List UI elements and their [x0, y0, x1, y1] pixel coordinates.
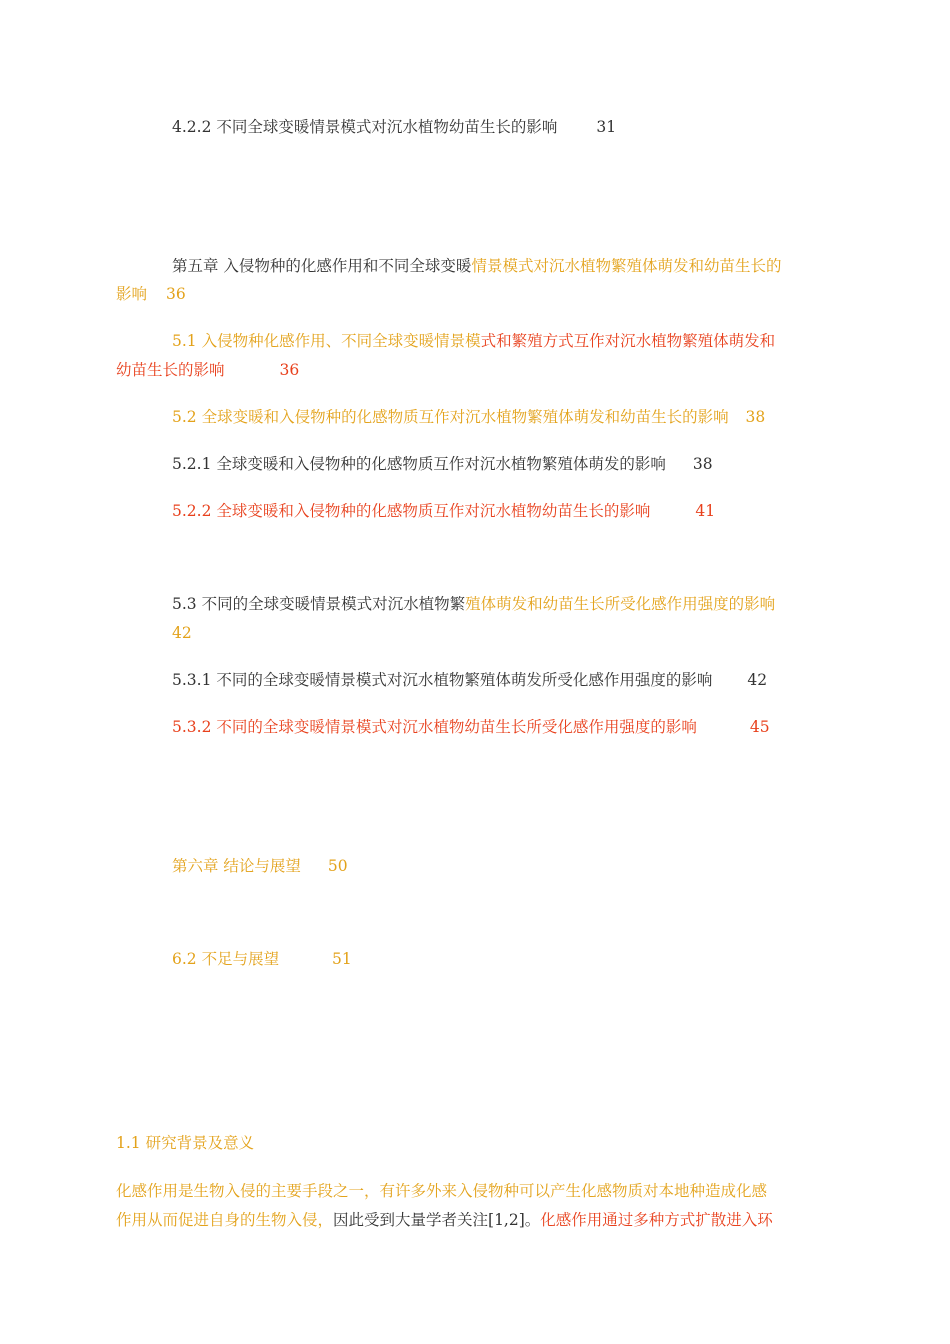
toc-entry-chapter-6[interactable]	[172, 856, 348, 876]
toc-entry-5-2[interactable]	[172, 407, 765, 427]
toc-entry-5-3-1[interactable]	[172, 670, 767, 690]
toc-title: 不足与展望	[201, 950, 280, 968]
toc-title-part: 5.1 入侵物种化感作用、不同全球变暖情景模	[172, 332, 481, 350]
toc-entry-5-1-line2[interactable]	[116, 360, 299, 380]
toc-title: 全球变暖和入侵物种的化感物质互作对沉水植物繁殖体萌发和幼苗生长的影响	[201, 408, 729, 426]
toc-page-number: 45	[749, 718, 770, 736]
toc-title-part: 幼苗生长的影响	[116, 361, 225, 379]
toc-title: 全球变暖和入侵物种的化感物质互作对沉水植物幼苗生长的影响	[216, 502, 651, 520]
toc-page-number: 51	[332, 950, 352, 968]
toc-title: 不同的全球变暖情景模式对沉水植物繁殖体萌发所受化感作用强度的影响	[216, 671, 713, 689]
toc-number: 5.2.2	[172, 502, 212, 520]
toc-entry-5-3-line2[interactable]	[172, 623, 192, 643]
toc-entry-5-3-line1[interactable]	[172, 594, 775, 614]
toc-number: 5.3.1	[172, 671, 212, 689]
toc-title-part: 情景模式对沉水植物繁殖体萌发和幼苗生长的	[471, 257, 782, 275]
toc-number: 6.2	[172, 950, 197, 968]
toc-title: 不同全球变暖情景模式对沉水植物幼苗生长的影响	[216, 118, 558, 136]
toc-title: 全球变暖和入侵物种的化感物质互作对沉水植物繁殖体萌发的影响	[216, 455, 666, 473]
toc-entry-5-3-2[interactable]	[172, 717, 770, 737]
toc-title-part: 5.3 不同的全球变暖情景模式对沉水植物繁	[172, 595, 466, 613]
toc-page-number: 41	[695, 502, 716, 520]
toc-page-number: 50	[327, 857, 348, 875]
toc-entry-chapter-5-line1[interactable]	[172, 256, 781, 276]
toc-page-number: 38	[692, 455, 713, 473]
toc-entry-chapter-5-line2[interactable]	[116, 284, 186, 304]
paragraph-text: 化感作用通过多种方式扩散进入环	[540, 1211, 773, 1229]
toc-number: 4.2.2	[172, 118, 212, 136]
paragraph-text: 作用从而促进自身的生物入侵，	[116, 1211, 334, 1229]
paragraph-text: 化感作用是生物入侵的主要手段之一，有许多外来入侵物种可以产生化感物质对本地种造成化感	[116, 1182, 768, 1200]
section-heading: 1.1 研究背景及意义	[116, 1134, 255, 1152]
toc-entry-6-2[interactable]	[172, 949, 352, 969]
toc-entry-5-2-1[interactable]	[172, 454, 713, 474]
toc-number: 5.3.2	[172, 718, 212, 736]
toc-title: 不同的全球变暖情景模式对沉水植物幼苗生长所受化感作用强度的影响	[216, 718, 697, 736]
toc-title-part: 第五章 入侵物种的化感作用和不同全球变暖	[172, 257, 472, 275]
toc-title-part: 影响	[116, 285, 148, 303]
toc-title-part: 殖体萌发和幼苗生长所受化感作用强度的影响	[465, 595, 776, 613]
body-paragraph-line1	[116, 1181, 767, 1201]
toc-entry-5-1-line1[interactable]	[172, 331, 775, 351]
toc-page-number: 38	[745, 408, 766, 426]
toc-number: 5.2	[172, 408, 197, 426]
paragraph-text: 因此受到大量学者关注[1,2]。	[333, 1211, 541, 1229]
toc-entry-4-2-2[interactable]	[172, 117, 616, 137]
toc-page-number: 36	[279, 361, 300, 379]
toc-title: 第六章 结论与展望	[172, 857, 301, 875]
toc-page-number: 31	[596, 118, 617, 136]
toc-title-part: 式和繁殖方式互作对沉水植物繁殖体萌发和	[480, 332, 776, 350]
toc-entry-5-2-2[interactable]	[172, 501, 715, 521]
toc-page-number: 42	[172, 624, 192, 642]
toc-number: 5.2.1	[172, 455, 212, 473]
body-paragraph-line2	[116, 1210, 773, 1230]
toc-page-number: 42	[747, 671, 768, 689]
toc-page-number: 36	[165, 285, 186, 303]
